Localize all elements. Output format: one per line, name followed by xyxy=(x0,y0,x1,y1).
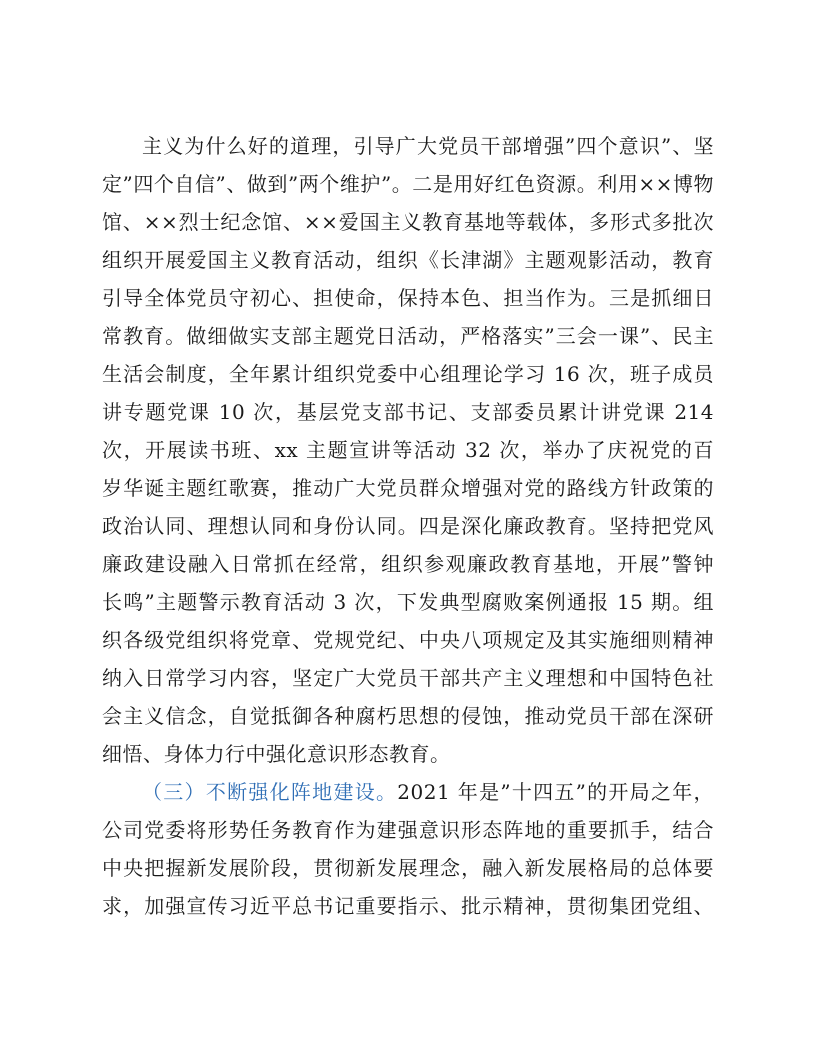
section-intro-text: 2021 年是”十四五”的开局之年， xyxy=(397,780,714,804)
paragraph-line: 长鸣”主题警示教育活动 3 次，下发典型腐败案例通报 15 期。组 xyxy=(102,590,714,614)
paragraph-line: 纳入日常学习内容，坚定广大党员干部共产主义理想和中国特色社 xyxy=(102,666,714,690)
paragraph-line: 会主义信念，自觉抵御各种腐朽思想的侵蚀，推动党员干部在深研 xyxy=(102,704,714,728)
paragraph-line: 生活会制度，全年累计组织党委中心组理论学习 16 次，班子成员 xyxy=(102,362,714,386)
paragraph-line: 常教育。做细做实支部主题党日活动，严格落实”三会一课”、民主 xyxy=(102,324,714,348)
paragraph-line: 主义为什么好的道理，引导广大党员干部增强”四个意识”、坚 xyxy=(142,134,714,158)
section-heading-line xyxy=(142,776,714,808)
paragraph-line: 岁华诞主题红歌赛，推动广大党员群众增强对党的路线方针政策的 xyxy=(102,476,714,500)
paragraph-line: 引导全体党员守初心、担使命，保持本色、担当作为。三是抓细日 xyxy=(102,286,714,310)
paragraph-line: 政治认同、理想认同和身份认同。四是深化廉政教育。坚持把党风 xyxy=(102,514,714,538)
paragraph-line: 廉政建设融入日常抓在经常，组织参观廉政教育基地，开展”警钟 xyxy=(102,552,714,576)
paragraph-line: 中央把握新发展阶段，贯彻新发展理念，融入新发展格局的总体要 xyxy=(102,856,714,880)
paragraph-line: 馆、××烈士纪念馆、××爱国主义教育基地等载体，多形式多批次 xyxy=(102,210,714,234)
paragraph-line: 讲专题党课 10 次，基层党支部书记、支部委员累计讲党课 214 xyxy=(102,400,714,424)
paragraph-line: 组织开展爱国主义教育活动，组织《长津湖》主题观影活动，教育 xyxy=(102,248,714,272)
paragraph-line: 细悟、身体力行中强化意识形态教育。 xyxy=(102,742,451,766)
paragraph-line: 织各级党组织将党章、党规党纪、中央八项规定及其实施细则精神 xyxy=(102,628,714,652)
section-heading: （三）不断强化阵地建设。 xyxy=(142,780,398,804)
paragraph-line: 次，开展读书班、xx 主题宣讲等活动 32 次，举办了庆祝党的百 xyxy=(102,438,714,462)
paragraph-line: 求，加强宣传习近平总书记重要指示、批示精神，贯彻集团党组、 xyxy=(102,894,714,918)
paragraph-line: 定”四个自信”、做到”两个维护”。二是用好红色资源。利用××博物 xyxy=(102,172,714,196)
paragraph-line: 公司党委将形势任务教育作为建强意识形态阵地的重要抓手，结合 xyxy=(102,818,714,842)
